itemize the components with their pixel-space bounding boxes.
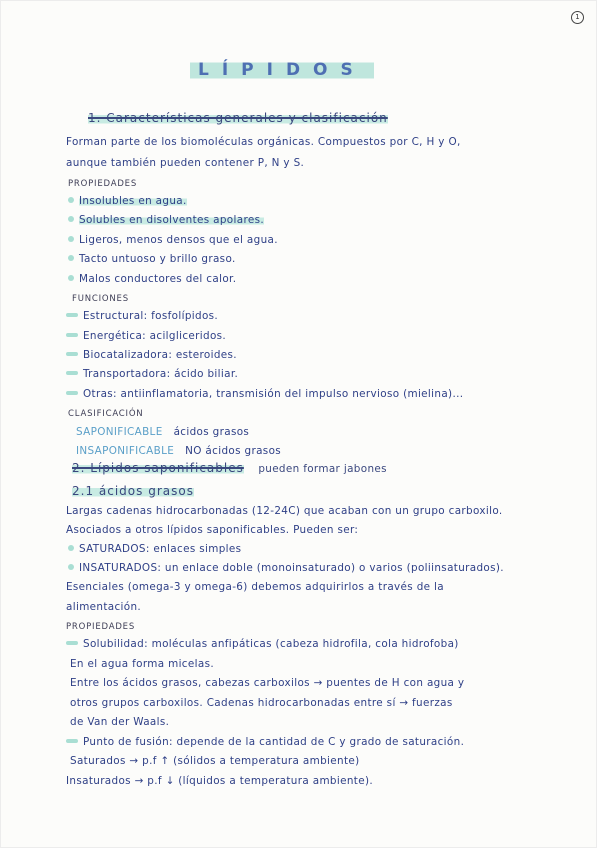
solubilidad-text: En el agua forma micelas. xyxy=(70,658,214,670)
bullet-dash xyxy=(66,313,78,317)
propiedad-text: Solubles en disolventes apolares. xyxy=(79,214,265,226)
funcion-item xyxy=(66,329,226,343)
intro-line-2: aunque también pueden contener P, N y S. xyxy=(66,157,305,169)
page-number: 1 xyxy=(571,11,584,24)
propiedad-text: Tacto untuoso y brillo graso. xyxy=(79,253,236,265)
section-2-heading-text: 2. Lípidos saponificables xyxy=(72,461,244,475)
bullet-dash xyxy=(66,641,78,645)
clasificacion-label: CLASIFICACIÓN xyxy=(68,409,144,419)
acidos-intro-line-1: Largas cadenas hidrocarbonadas (12-24C) que acaban con un grupo carboxilo. xyxy=(66,505,503,517)
bullet-dash xyxy=(66,371,78,375)
esenciales-line-1: Esenciales (omega-3 y omega-6) debemos adquirirlos a través de la xyxy=(66,581,445,593)
section-2-note: pueden formar jabones xyxy=(258,463,387,475)
propiedad-text: Ligeros, menos densos que el agua. xyxy=(79,234,278,246)
clasificacion-desc: NO ácidos grasos xyxy=(185,445,282,457)
propiedades-2-label: PROPIEDADES xyxy=(66,622,136,632)
section-2-1-heading xyxy=(72,484,194,498)
tipo-text: SATURADOS: enlaces simples xyxy=(79,543,242,555)
esenciales-line-2: alimentación. xyxy=(66,601,142,613)
tipo-item xyxy=(68,561,504,575)
propiedad-item xyxy=(68,194,187,208)
funcion-text: Otras: antiinflamatoria, transmisión del impulso nervioso (mielina)... xyxy=(83,388,464,400)
bullet-dash xyxy=(66,739,78,743)
funcion-item xyxy=(66,387,463,401)
clasificacion-item xyxy=(76,425,249,439)
clasificacion-item xyxy=(76,444,281,458)
section-1-heading xyxy=(88,111,388,125)
bullet-dot xyxy=(68,197,74,203)
funcion-text: Transportadora: ácido biliar. xyxy=(83,368,239,380)
clasificacion-term: INSAPONIFICABLE xyxy=(76,445,175,457)
section-2-heading xyxy=(72,461,387,476)
propiedad-item xyxy=(68,252,236,266)
funcion-item xyxy=(66,348,237,362)
intro-line-1: Forman parte de los biomoléculas orgánicas. Compuestos por C, H y O, xyxy=(66,136,461,148)
bullet-dash xyxy=(66,391,78,395)
propiedades-label: PROPIEDADES xyxy=(68,179,138,189)
funcion-text: Estructural: fosfolípidos. xyxy=(83,310,219,322)
clasificacion-term: SAPONIFICABLE xyxy=(76,426,163,438)
tipo-text: INSATURADOS: un enlace doble (monoinsaturado) o varios (poliinsaturados). xyxy=(79,562,504,574)
funcion-text: Biocatalizadora: esteroides. xyxy=(83,349,237,361)
solubilidad-text: Solubilidad: moléculas anfipáticas (cabeza hidrofila, cola hidrofoba) xyxy=(83,638,459,650)
clasificacion-desc: ácidos grasos xyxy=(173,426,250,438)
bullet-dot xyxy=(68,216,74,222)
bullet-dash xyxy=(66,352,78,356)
tipo-item xyxy=(68,542,241,556)
solubilidad-line: Entre los ácidos grasos, cabezas carboxilos → puentes de H con agua y xyxy=(70,677,465,689)
propiedad-item xyxy=(68,213,264,227)
fusion-item xyxy=(66,735,464,749)
solubilidad-line: otros grupos carboxilos. Cadenas hidrocarbonadas entre sí → fuerzas xyxy=(70,697,453,709)
page-title: LÍPIDOS xyxy=(190,58,374,82)
funciones-label: FUNCIONES xyxy=(72,294,129,304)
section-1-heading-text: 1. Características generales y clasificación xyxy=(88,111,388,125)
bullet-dot xyxy=(68,564,74,570)
acidos-intro-line-2: Asociados a otros lípidos saponificables. Pueden ser: xyxy=(66,524,359,536)
propiedad-item xyxy=(68,272,236,286)
section-2-1-heading-text: 2.1 ácidos grasos xyxy=(72,484,194,498)
fusion-text: Punto de fusión: depende de la cantidad de C y grado de saturación. xyxy=(83,736,465,748)
funcion-item xyxy=(66,309,218,323)
bullet-dash xyxy=(66,333,78,337)
solubilidad-item xyxy=(66,637,459,651)
fusion-line: Insaturados → p.f ↓ (líquidos a temperatura ambiente). xyxy=(66,775,374,787)
propiedad-text: Malos conductores del calor. xyxy=(79,273,237,285)
solubilidad-line xyxy=(70,657,214,671)
bullet-dot xyxy=(68,545,74,551)
propiedad-text: Insolubles en agua. xyxy=(79,195,187,207)
solubilidad-line: de Van der Waals. xyxy=(70,716,170,728)
bullet-dot xyxy=(68,236,74,242)
funcion-item xyxy=(66,367,238,381)
fusion-line: Saturados → p.f ↑ (sólidos a temperatura ambiente) xyxy=(70,755,360,767)
bullet-dot xyxy=(68,275,74,281)
bullet-dot xyxy=(68,255,74,261)
propiedad-item xyxy=(68,233,278,247)
funcion-text: Energética: acilgliceridos. xyxy=(83,330,227,342)
